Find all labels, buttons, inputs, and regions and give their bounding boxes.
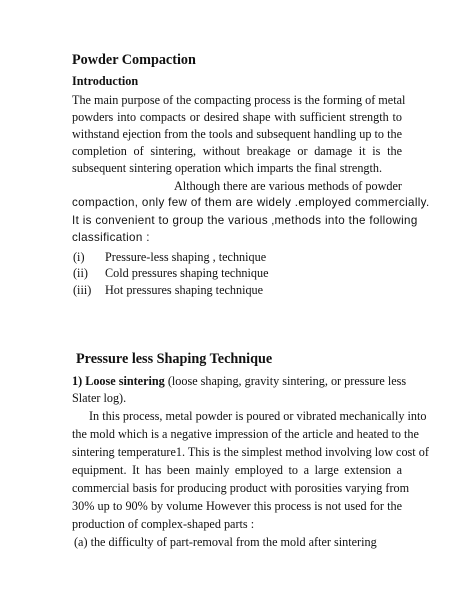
section-heading: Pressure less Shaping Technique [76, 351, 273, 367]
para3-line-7: production of complex-shaped parts : [72, 517, 255, 531]
para3-line-1: In this process, metal powder is poured or vibrated mechanically into [89, 409, 427, 423]
para3-line-5: commercial basis for producing product with porosities varying from [72, 481, 410, 495]
para3-line-2: the mold which is a negative impression of the article and heated to the [72, 427, 419, 441]
intro-line-3: withstand ejection from the tools and subsequent handling up to the [72, 127, 402, 141]
page-title: Powder Compaction [72, 52, 196, 68]
intro-heading: Introduction [72, 74, 139, 88]
intro-line-2: powders into compacts or desired shape with sufficient strength to [72, 110, 402, 124]
para2-line-4: classification : [72, 231, 150, 244]
item-number: (iii) [73, 283, 92, 297]
intro-line-1: The main purpose of the compacting process is the forming of metal [72, 93, 406, 107]
intro-line-5: subsequent sintering operation which imparts the final strength. [72, 161, 383, 175]
item-text: Cold pressures shaping technique [105, 266, 269, 280]
classification-item-3 [73, 282, 373, 298]
loose-sintering-rest: (loose shaping, gravity sintering, or pressure less [164, 374, 407, 388]
loose-line-2: Slater log). [72, 391, 127, 405]
loose-sintering-label: 1) Loose sintering [72, 374, 165, 388]
para3-line-4: equipment. It has been mainly employed to a large extension a [72, 463, 402, 477]
item-number: (i) [73, 250, 85, 264]
intro-line-4: completion of sintering, without breakage or damage it is the [72, 144, 402, 158]
para3-line-3: sintering temperature1. This is the simplest method involving low cost of [72, 445, 429, 459]
item-text: Pressure-less shaping , technique [105, 250, 267, 264]
para2-line-3: It is convenient to group the various ‚methods into the following [72, 214, 418, 227]
loose-line-1 [72, 373, 407, 389]
para3-line-8: (a) the difficulty of part-removal from the mold after sintering [74, 535, 377, 549]
para2-line-2: compaction, only few of them are widely .employed commercially. [72, 196, 430, 209]
para2-line-1: Although there are various methods of powder [174, 179, 402, 193]
item-text: Hot pressures shaping technique [105, 283, 264, 297]
classification-item-2 [73, 265, 373, 281]
classification-item-1 [73, 249, 373, 265]
item-number: (ii) [73, 266, 88, 280]
para3-line-6: 30% up to 90% by volume However this process is not used for the [72, 499, 402, 513]
